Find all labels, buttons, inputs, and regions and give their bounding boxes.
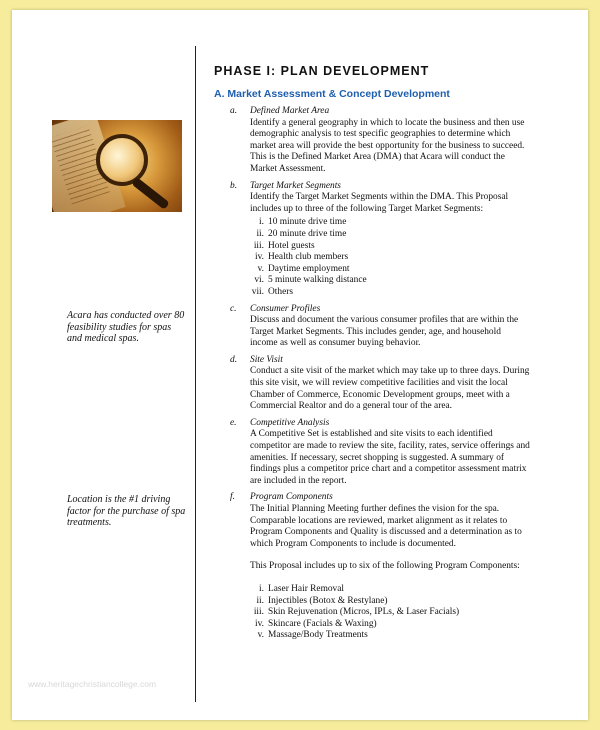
- item-heading: Program Components: [250, 492, 333, 503]
- item-letter: c.: [230, 303, 237, 314]
- sub-list-item: [250, 630, 530, 642]
- item-letter: e.: [230, 417, 237, 428]
- magnifying-glass-photo: [52, 120, 182, 212]
- sub-list-number: iv.: [254, 618, 264, 629]
- items-list: [230, 106, 530, 647]
- sub-list-text: Others: [268, 286, 293, 297]
- sub-list-number: vii.: [251, 286, 264, 297]
- list-item: [230, 492, 530, 642]
- sub-list-number: iv.: [254, 252, 264, 263]
- sub-list-text: Laser Hair Removal: [268, 583, 345, 594]
- sub-list-number: iii.: [253, 607, 264, 618]
- sub-list-text: 20 minute drive time: [268, 228, 347, 239]
- sub-list-number: i.: [259, 583, 264, 594]
- item-letter: b.: [230, 180, 238, 191]
- sub-list-item: [250, 229, 530, 241]
- sub-list-text: Massage/Body Treatments: [268, 630, 368, 641]
- sub-list-number: vi.: [254, 275, 264, 286]
- item-letter: a.: [230, 106, 238, 116]
- sub-list-text: Skincare (Facials & Waxing): [268, 618, 377, 629]
- sub-list-text: Injectibles (Botox & Restylane): [268, 595, 388, 606]
- sub-list-number: ii.: [256, 595, 264, 606]
- item-heading: Defined Market Area: [250, 106, 330, 116]
- document-page: [12, 10, 588, 720]
- sub-list-text: Daytime employment: [268, 263, 350, 274]
- sub-list-item: [250, 619, 530, 631]
- item-body: Discuss and document the various consumer profiles that are within the Target Market Segments. This includes gender, age, and household income as well as consumer buying behavior.: [250, 315, 519, 349]
- sub-list-number: i.: [259, 217, 264, 228]
- magnifier-handle: [131, 177, 170, 210]
- sub-list-item: [250, 584, 530, 596]
- sidebar-note-feasibility: Acara has conducted over 80 feasibility studies for spas and medical spas.: [67, 310, 185, 344]
- list-item: [230, 418, 530, 488]
- sub-list-item: [250, 241, 530, 253]
- sub-list-item: [250, 287, 530, 299]
- list-item: [230, 181, 530, 299]
- sub-list-number: v.: [257, 630, 264, 641]
- sub-list-item: [250, 607, 530, 619]
- item-heading: Competitive Analysis: [250, 417, 330, 428]
- watermark-text: www.heritagechristiancollege.com: [28, 679, 157, 689]
- item-body: Identify the Target Market Segments within the DMA. This Proposal includes up to three of the following Target Market Segments:: [250, 192, 509, 214]
- item-body: A Competitive Set is established and site visits to each identified competitor are made to review the site, facility, rates, service offerings and amenities. If necessary, secret shopping is suggested. A summary of findings plus a competitor price chart and a competitor assessment matrix are included in the report.: [250, 429, 530, 486]
- item-body: Identify a general geography in which to locate the business and then use demographic analysis to test specific geographies to determine which market area will provide the best opportunity for the business to succeed. This is the Defined Market Area (DMA) that Acara will conduct the Market Assessment.: [250, 117, 525, 174]
- item-body: Conduct a site visit of the market which may take up to three days. During this site visit, we will review competitive facilities and visit the local Chamber of Commerce, Economic Development groups, meet with a Commercial Realtor and do a general tour of the area.: [250, 366, 530, 412]
- list-item: [230, 355, 530, 413]
- sub-list: [250, 217, 530, 298]
- vertical-divider: [195, 46, 196, 702]
- list-item: [230, 106, 530, 176]
- sub-list-item: [250, 264, 530, 276]
- sub-list-number: ii.: [256, 228, 264, 239]
- sub-list-item: [250, 275, 530, 287]
- sub-list-number: iii.: [253, 240, 264, 251]
- item-body: The Initial Planning Meeting further defines the vision for the spa. Comparable locations are reviewed, market alignment as it relates to Program Components and Quality is discussed and a determination as to which Program Components to include is documented.: [250, 504, 522, 549]
- sub-list-number: v.: [257, 263, 264, 274]
- sub-list-text: 10 minute drive time: [268, 217, 347, 228]
- sub-list-item: [250, 217, 530, 229]
- item-heading: Site Visit: [250, 354, 283, 365]
- sub-list-item: [250, 252, 530, 264]
- sub-list-text: Hotel guests: [268, 240, 315, 251]
- item-heading: Consumer Profiles: [250, 303, 321, 314]
- item-letter: f.: [230, 492, 235, 503]
- sidebar-note-location: Location is the #1 driving factor for the purchase of spa treatments.: [67, 494, 186, 528]
- section-title: A. Market Assessment & Concept Development: [214, 88, 450, 100]
- sub-list-text: Skin Rejuvenation (Micros, IPLs, & Laser Facials): [268, 607, 460, 618]
- item-letter: d.: [230, 354, 238, 365]
- item-paragraph: This Proposal includes up to six of the following Program Components:: [250, 561, 520, 572]
- magnifying-glass-icon: [96, 134, 148, 186]
- list-item: [230, 304, 530, 350]
- sub-list-text: Health club members: [268, 252, 349, 263]
- sub-list-item: [250, 596, 530, 608]
- phase-title: PHASE I: PLAN DEVELOPMENT: [214, 64, 430, 78]
- sub-list: [250, 584, 530, 642]
- sub-list-text: 5 minute walking distance: [268, 275, 367, 286]
- item-heading: Target Market Segments: [250, 180, 341, 191]
